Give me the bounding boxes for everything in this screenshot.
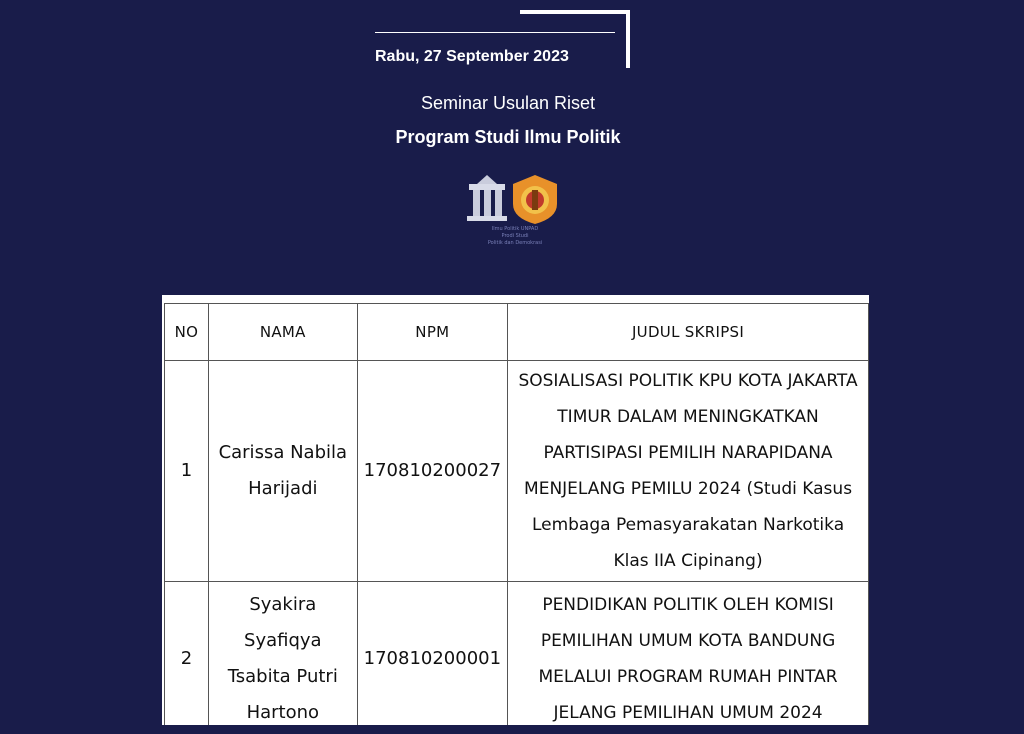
table-row — [165, 361, 869, 582]
cell-nama: Carissa Nabila Harijadi — [208, 361, 357, 582]
header-npm: NPM — [357, 304, 507, 361]
pillar-logo-icon — [467, 175, 507, 221]
unpad-emblem-icon — [513, 175, 557, 224]
header-nama: NAMA — [208, 304, 357, 361]
table-header-row — [165, 304, 869, 361]
logo-caption-line: Prodi Studi — [501, 233, 529, 239]
seminar-subtitle: Seminar Usulan Riset — [420, 93, 596, 113]
seminar-date: Rabu, 27 September 2023 — [375, 48, 569, 65]
logo-caption-line: Ilmu Politik UNPAD — [491, 226, 539, 232]
thesis-schedule-table — [164, 303, 869, 725]
program-title: Program Studi Ilmu Politik — [395, 127, 621, 147]
cell-no: 1 — [165, 361, 209, 582]
table-row — [165, 582, 869, 726]
cell-npm: 170810200027 — [357, 361, 507, 582]
thesis-schedule-panel — [162, 295, 869, 725]
date-underline — [375, 32, 615, 33]
faculty-logo — [455, 172, 575, 258]
logo-caption — [455, 226, 575, 247]
cell-no: 2 — [165, 582, 209, 726]
cell-judul-skripsi: PENDIDIKAN POLITIK OLEH KOMISI PEMILIHAN UMUM KOTA BANDUNG MELALUI PROGRAM RUMAH PINTAR JELANG PEMILIHAN UMUM 2024 — [508, 582, 869, 726]
logo-caption-line: Politik dan Demokrasi — [487, 240, 543, 246]
cell-npm: 170810200001 — [357, 582, 507, 726]
header-no: NO — [165, 304, 209, 361]
header-judul-skripsi: JUDUL SKRIPSI — [508, 304, 869, 361]
cell-nama: Syakira Syafiqya Tsabita Putri Hartono — [208, 582, 357, 726]
cell-judul-skripsi: SOSIALISASI POLITIK KPU KOTA JAKARTA TIMUR DALAM MENINGKATKAN PARTISIPASI PEMILIH NARAPIDANA MENJELANG PEMILU 2024 (Studi Kasus Lembaga Pemasyarakatan Narkotika Klas IIA Cipinang) — [508, 361, 869, 582]
